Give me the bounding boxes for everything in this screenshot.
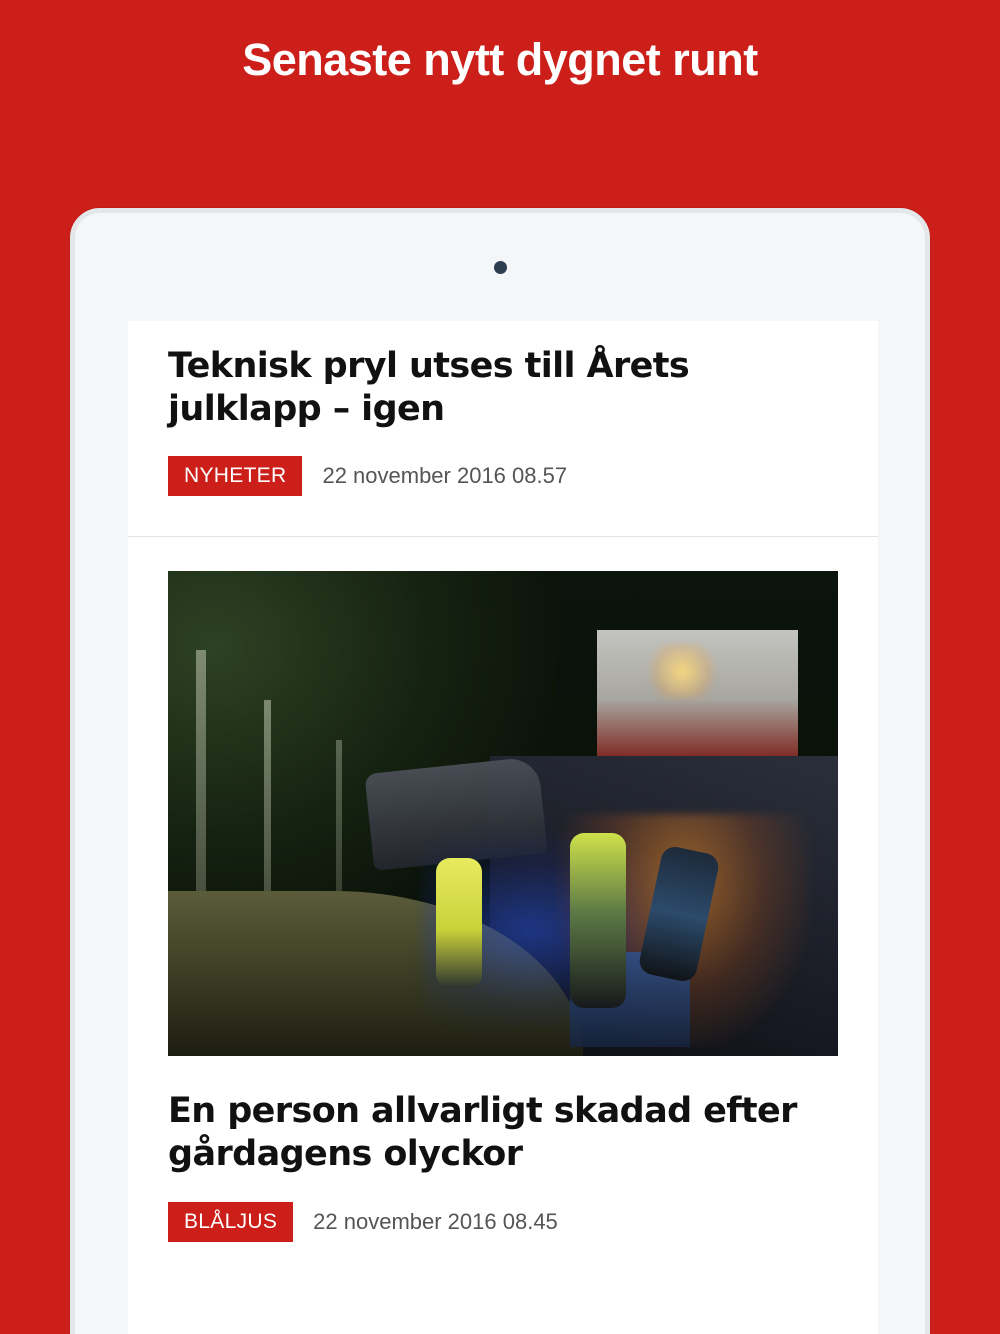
- photo-rescue-worker: [436, 858, 482, 988]
- article-meta: [168, 1202, 838, 1242]
- article-image: [168, 571, 838, 1056]
- category-badge[interactable]: NYHETER: [168, 456, 302, 496]
- article-meta: [168, 456, 838, 496]
- promo-headline: Senaste nytt dygnet runt: [242, 34, 758, 85]
- camera-dot-icon: [494, 261, 507, 274]
- article-item-2[interactable]: [128, 537, 878, 1241]
- article-title: En person allvarligt skadad efter gårdagens olyckor: [168, 1091, 797, 1175]
- article-title: Teknisk pryl utses till Årets julklapp – igen: [168, 346, 690, 429]
- photo-rescue-worker: [570, 833, 626, 1008]
- article-timestamp: 22 november 2016 08.45: [313, 1208, 558, 1234]
- article-item-1[interactable]: [128, 321, 878, 537]
- photo-truck-light: [647, 644, 717, 699]
- category-badge[interactable]: BLÅLJUS: [168, 1202, 293, 1242]
- app-screen: [128, 321, 878, 1334]
- tablet-device-frame: [70, 208, 930, 1334]
- article-timestamp: 22 november 2016 08.57: [322, 463, 568, 489]
